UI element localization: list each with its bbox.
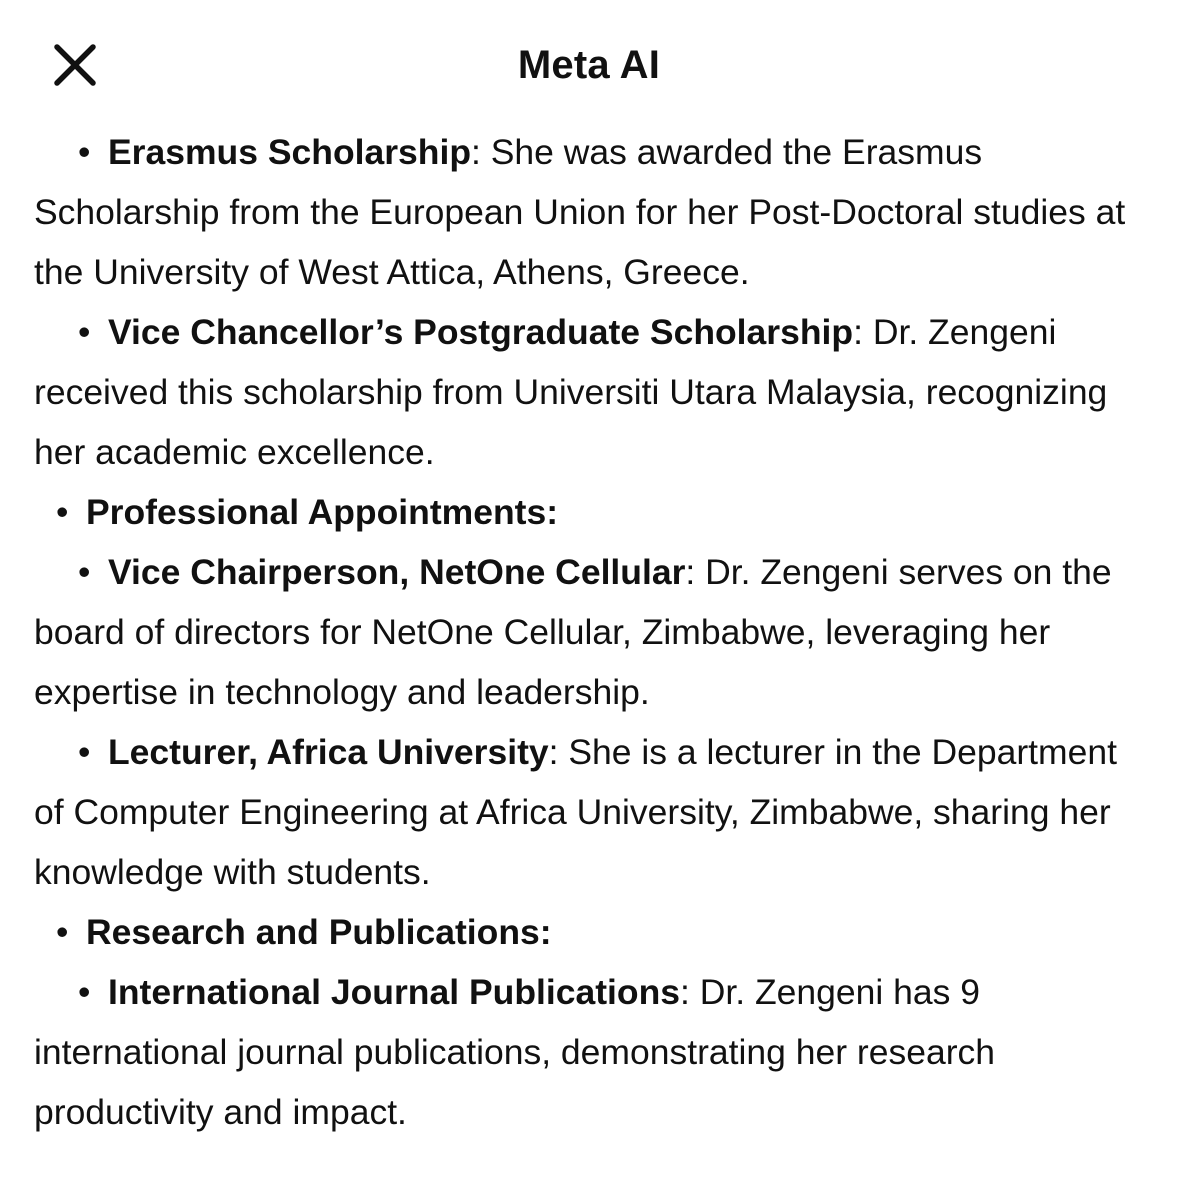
bullet: • xyxy=(78,972,91,1012)
item-heading: International Journal Publications xyxy=(108,972,681,1012)
bullet: • xyxy=(78,732,91,772)
section-professional-appointments xyxy=(34,482,1154,542)
item-text: : Dr. Zengeni received this scholarship from Universiti Utara Malaysia, recognizing her academic excellence. xyxy=(34,312,1108,472)
bullet: • xyxy=(78,312,91,352)
list-item-lecturer xyxy=(34,722,1154,902)
section-heading: Professional Appointments: xyxy=(86,492,559,532)
list-item-netone xyxy=(34,542,1154,722)
top-bar xyxy=(0,0,1178,120)
bullet: • xyxy=(56,492,69,532)
item-heading: Lecturer, Africa University xyxy=(108,732,549,772)
page-title: Meta AI xyxy=(517,43,661,87)
item-text: : She is a lecturer in the Department of Computer Engineering at Africa University, Zimbabwe, sharing her knowledge with students. xyxy=(34,732,1117,892)
message-body xyxy=(34,122,1154,1142)
bullet: • xyxy=(56,912,69,952)
list-item-vc-scholarship xyxy=(34,302,1154,482)
item-heading: Erasmus Scholarship xyxy=(108,132,472,172)
item-text: : Dr. Zengeni has 9 international journal publications, demonstrating her research productivity and impact. xyxy=(34,972,996,1132)
list-item-journal-publications xyxy=(34,962,1154,1142)
section-research-publications xyxy=(34,902,1154,962)
bullet: • xyxy=(78,132,91,172)
item-text: : Dr. Zengeni serves on the board of directors for NetOne Cellular, Zimbabwe, leveraging her expertise in technology and leadership. xyxy=(34,552,1112,712)
bullet: • xyxy=(78,552,91,592)
item-heading: Vice Chancellor’s Postgraduate Scholarship xyxy=(108,312,854,352)
item-text: : She was awarded the Erasmus Scholarship from the European Union for her Post-Doctoral studies at the University of West Attica, Athens, Greece. xyxy=(34,132,1126,292)
section-heading: Research and Publications: xyxy=(86,912,552,952)
list-item-erasmus xyxy=(34,122,1154,302)
item-heading: Vice Chairperson, NetOne Cellular xyxy=(108,552,686,592)
